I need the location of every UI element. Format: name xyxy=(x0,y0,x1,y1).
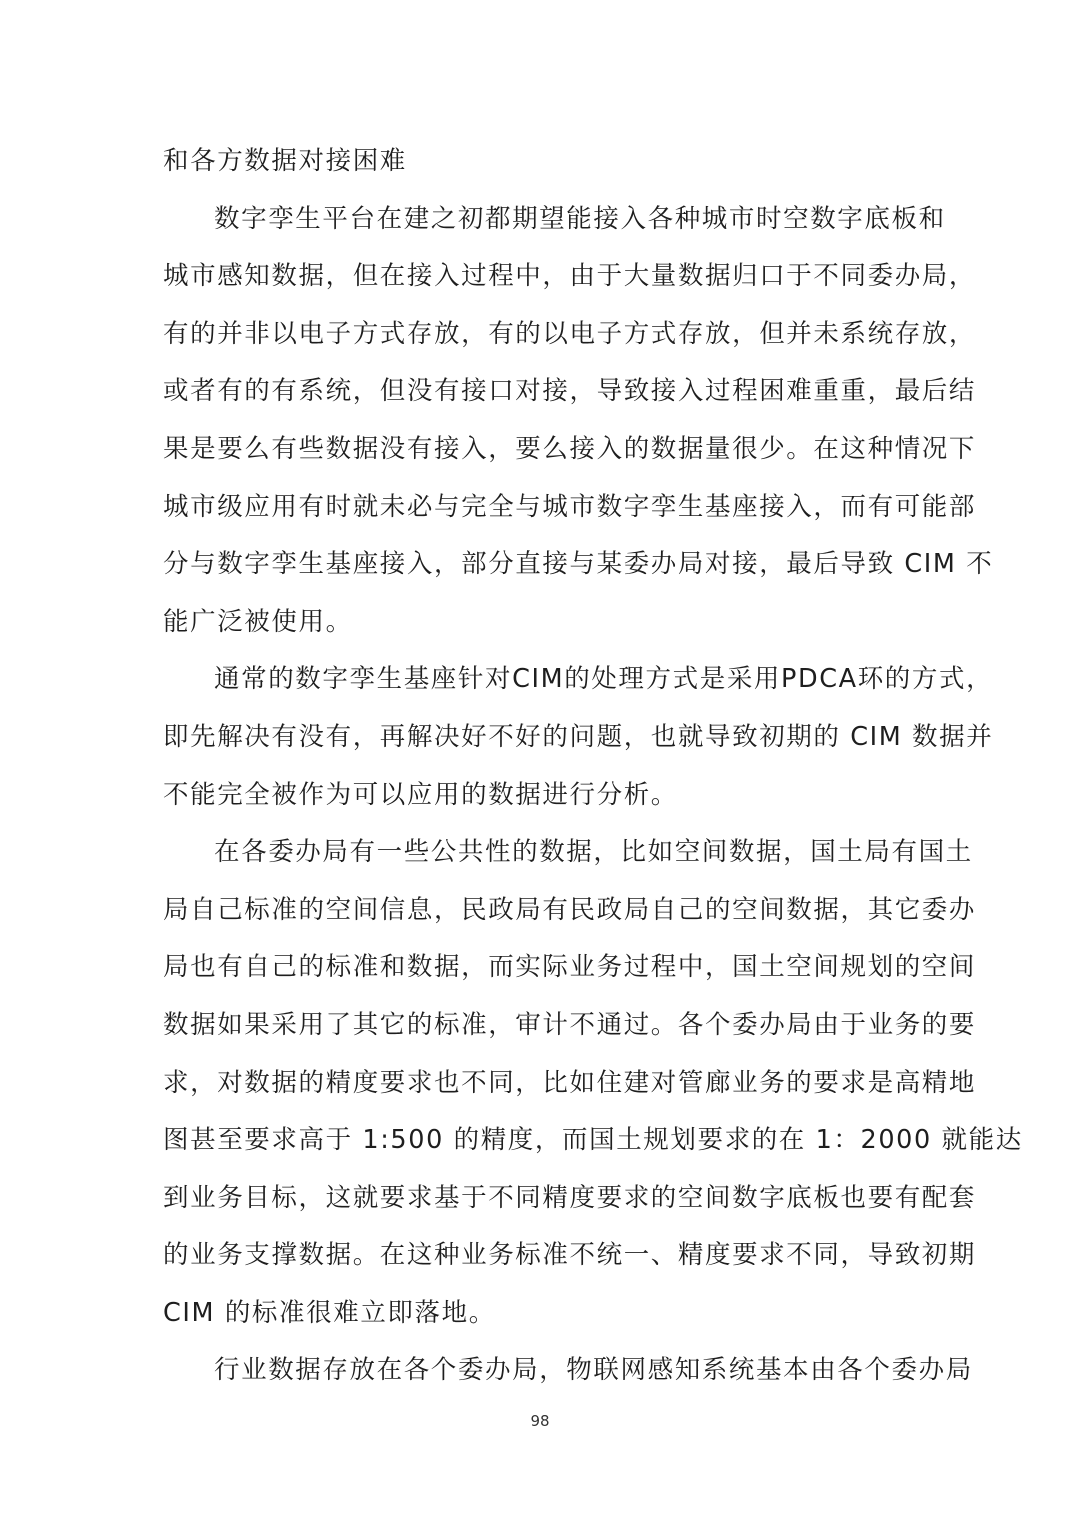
text-line: 分与数字孪生基座接入，部分直接与某委办局对接，最后导致 CIM 不 xyxy=(163,549,994,580)
text-line: 城市感知数据，但在接入过程中，由于大量数据归口于不同委办局， xyxy=(163,261,977,292)
page-number: 98 xyxy=(530,1412,550,1430)
text-line: 能广泛被使用。 xyxy=(163,606,353,637)
text-line: 果是要么有些数据没有接入，要么接入的数据量很少。在这种情况下 xyxy=(163,433,977,464)
text-line: 城市级应用有时就未必与完全与城市数字孪生基座接入，而有可能部 xyxy=(163,491,977,522)
text-line: 有的并非以电子方式存放，有的以电子方式存放，但并未系统存放， xyxy=(163,318,977,349)
text-line: 数字孪生平台在建之初都期望能接入各种城市时空数字底板和 xyxy=(214,203,946,234)
text-line: CIM 的标准很难立即落地。 xyxy=(163,1297,496,1328)
text-line: 即先解决有没有，再解决好不好的问题，也就导致初期的 CIM 数据并 xyxy=(163,721,994,752)
text-line: 行业数据存放在各个委办局，物联网感知系统基本由各个委办局 xyxy=(214,1355,973,1386)
text-line: 通常的数字孪生基座针对CIM的处理方式是采用PDCA环的方式， xyxy=(214,664,994,695)
text-line: 和各方数据对接困难 xyxy=(163,146,407,176)
text-line: 在各委办局有一些公共性的数据，比如空间数据，国土局有国土 xyxy=(214,837,973,868)
body-text xyxy=(163,133,1023,1400)
text-line: 或者有的有系统，但没有接口对接，导致接入过程困难重重，最后结 xyxy=(163,376,977,407)
text-line: 数据如果采用了其它的标准，审计不通过。各个委办局由于业务的要 xyxy=(163,1009,977,1040)
text-line: 图甚至要求高于 1:500 的精度，而国土规划要求的在 1：2000 就能达 xyxy=(163,1125,1023,1156)
text-line: 不能完全被作为可以应用的数据进行分析。 xyxy=(163,779,678,810)
text-line: 到业务目标，这就要求基于不同精度要求的空间数字底板也要有配套 xyxy=(163,1182,977,1213)
text-line: 局自己标准的空间信息，民政局有民政局自己的空间数据，其它委办 xyxy=(163,894,977,925)
text-line: 求，对数据的精度要求也不同，比如住建对管廊业务的要求是高精地 xyxy=(163,1067,977,1098)
text-line: 的业务支撑数据。在这种业务标准不统一、精度要求不同，导致初期 xyxy=(163,1240,977,1271)
text-line: 局也有自己的标准和数据，而实际业务过程中，国土空间规划的空间 xyxy=(163,952,977,983)
